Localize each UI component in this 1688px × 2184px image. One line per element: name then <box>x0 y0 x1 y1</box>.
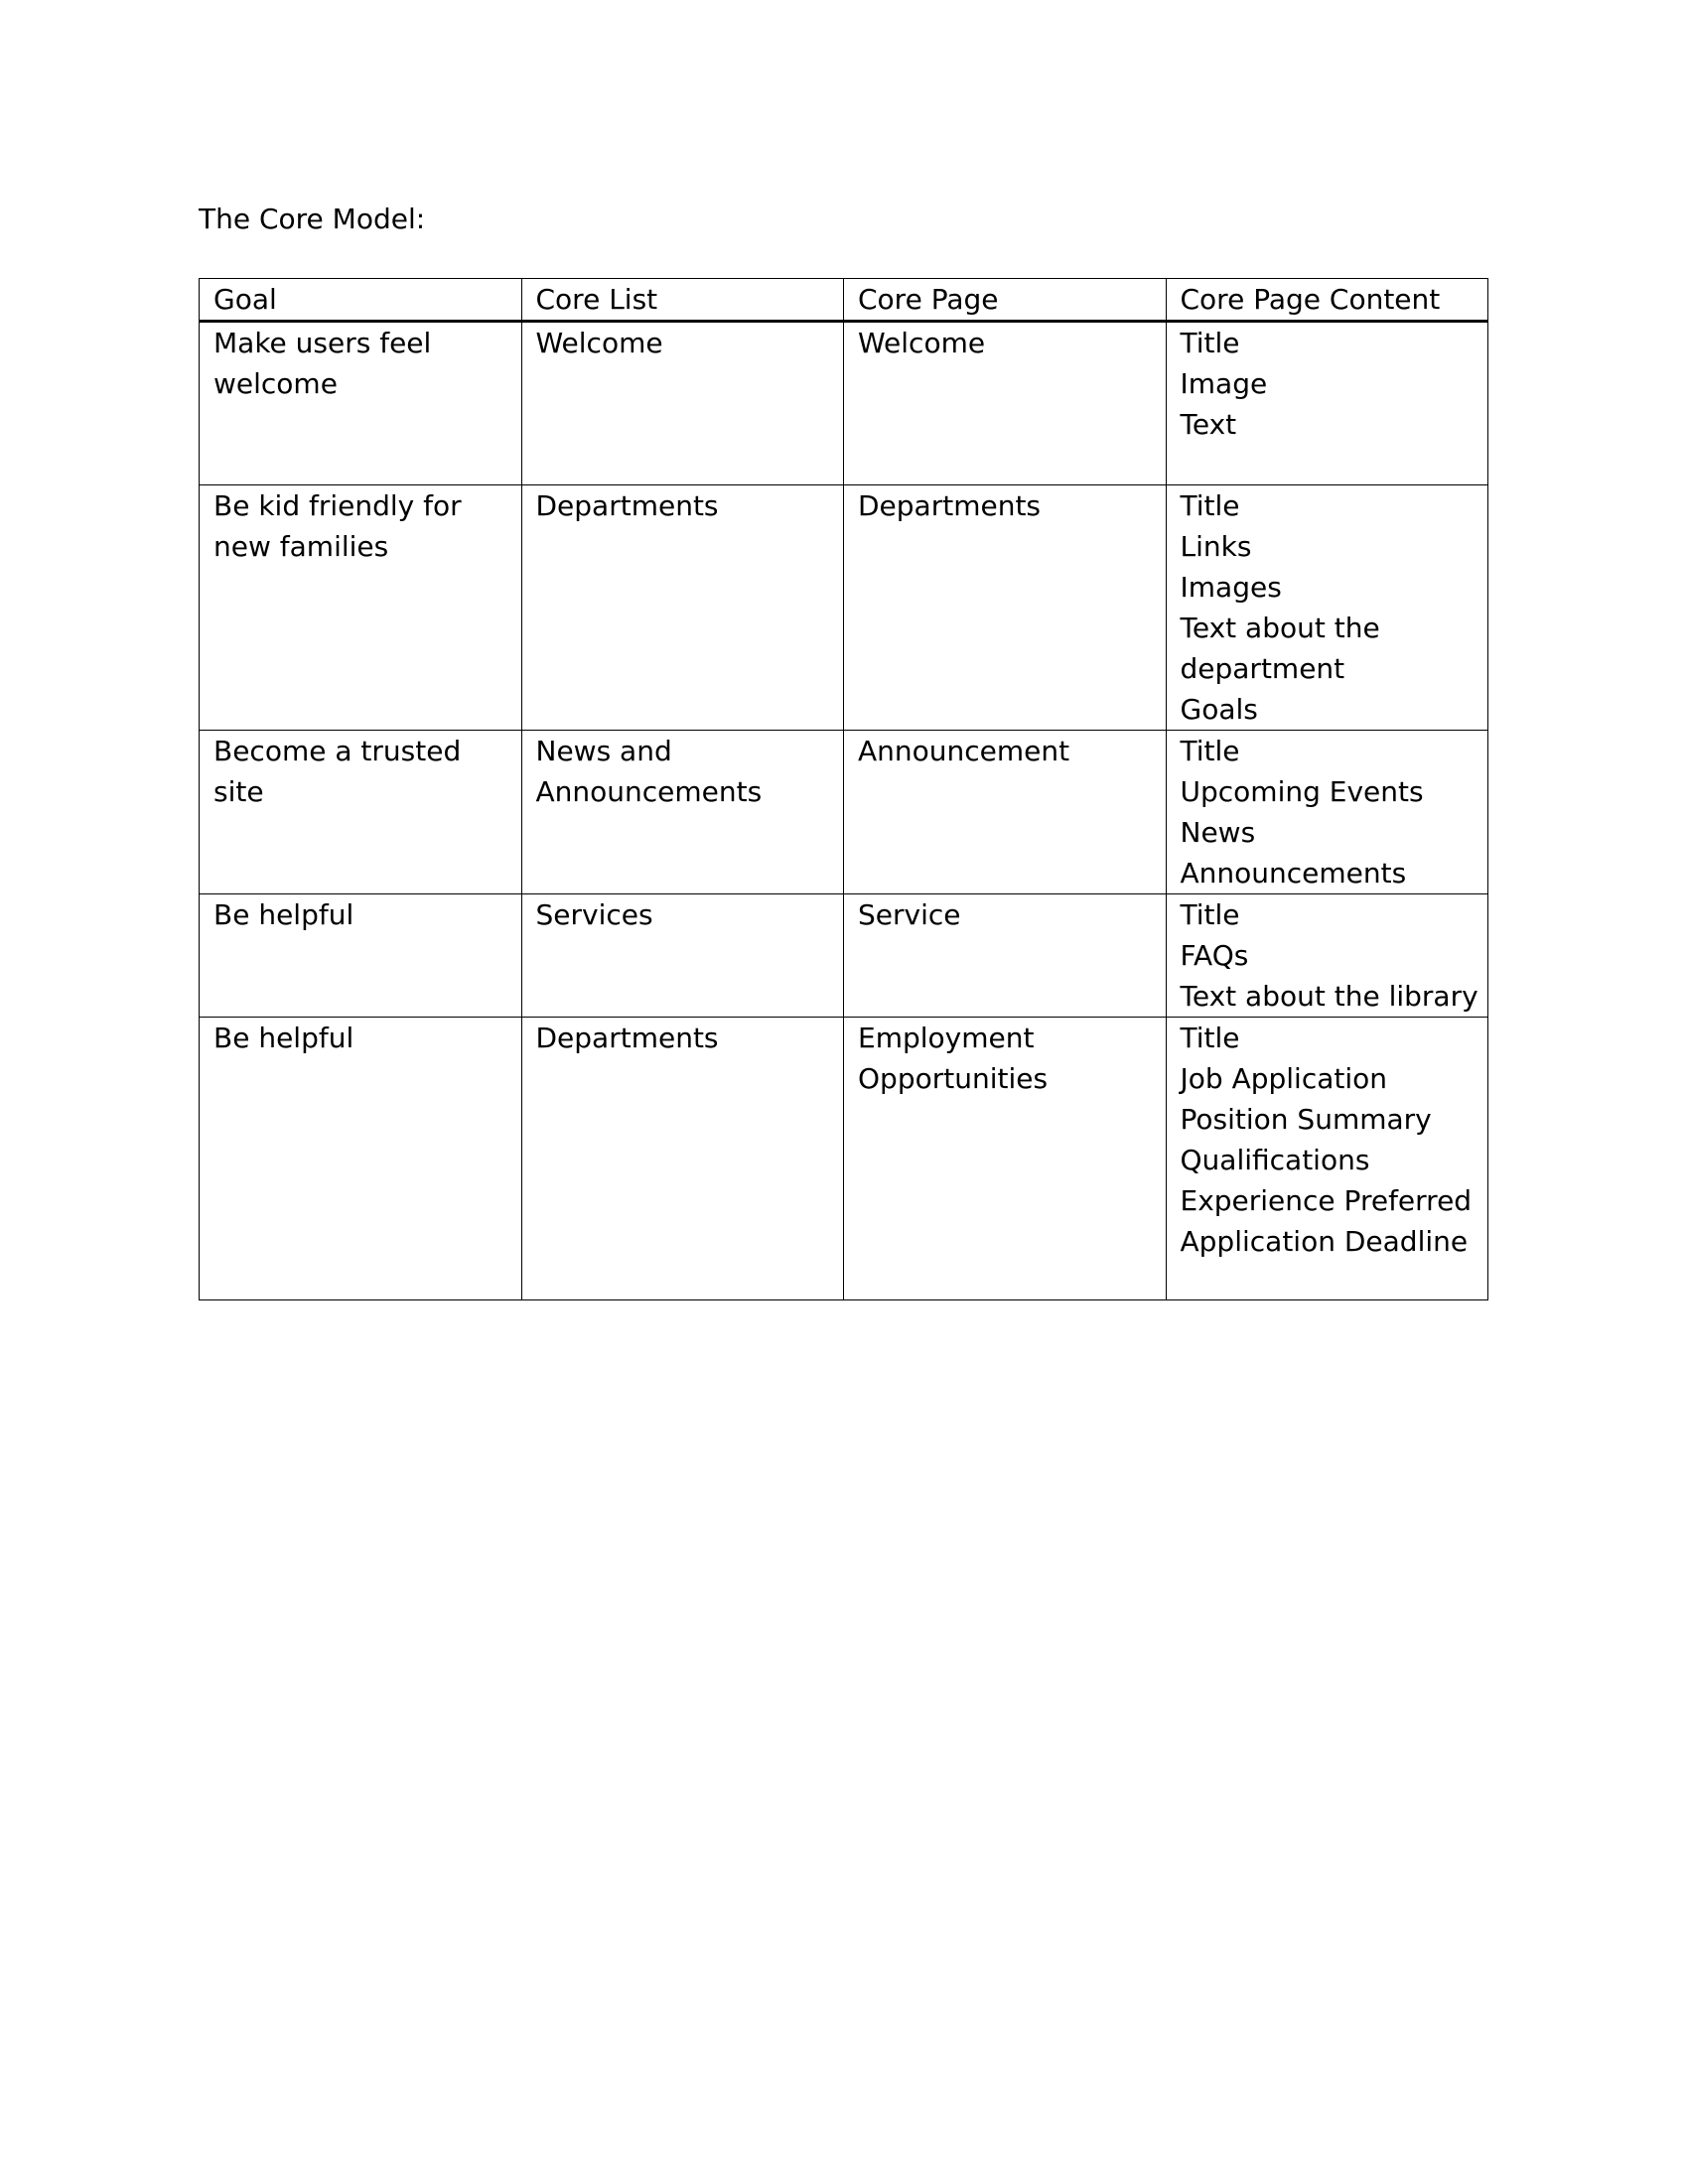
core-model-table <box>199 278 1488 1300</box>
content-line: Experience Preferred <box>1180 1184 1473 1217</box>
content-line: Job Application <box>1180 1062 1388 1095</box>
content-line: Title <box>1180 898 1240 931</box>
content-line: Position Summary <box>1180 1103 1432 1136</box>
core-list-cell: Welcome <box>521 322 844 485</box>
core-page-content-cell <box>1166 322 1488 485</box>
core-list-cell: Services <box>521 894 844 1018</box>
header-core-page: Core Page <box>844 279 1167 322</box>
core-page-content-cell <box>1166 1018 1488 1300</box>
header-core-page-content: Core Page Content <box>1166 279 1488 322</box>
core-page-cell: Service <box>844 894 1167 1018</box>
content-line: Text <box>1180 408 1237 441</box>
content-line: Title <box>1180 489 1240 522</box>
table-row <box>200 731 1488 894</box>
content-line: Links <box>1180 530 1252 563</box>
header-goal: Goal <box>200 279 522 322</box>
content-line: News <box>1180 816 1256 849</box>
core-page-cell: Employment Opportunities <box>844 1018 1167 1300</box>
content-line: Title <box>1180 1022 1240 1054</box>
content-line: Images <box>1180 571 1282 604</box>
goal-cell: Make users feel welcome <box>200 322 522 485</box>
content-line: Upcoming Events <box>1180 775 1424 808</box>
core-page-cell: Announcement <box>844 731 1167 894</box>
table-header-row <box>200 279 1488 322</box>
content-line: Title <box>1180 327 1240 359</box>
core-page-content-cell <box>1166 485 1488 731</box>
core-page-cell: Welcome <box>844 322 1167 485</box>
goal-cell: Become a trusted site <box>200 731 522 894</box>
content-line: department <box>1180 652 1345 685</box>
table-row <box>200 1018 1488 1300</box>
content-line: Image <box>1180 367 1268 400</box>
core-list-cell: Departments <box>521 1018 844 1300</box>
header-core-list: Core List <box>521 279 844 322</box>
core-page-cell: Departments <box>844 485 1167 731</box>
content-line: FAQs <box>1180 939 1249 972</box>
document-title: The Core Model: <box>199 203 426 235</box>
content-line: Announcements <box>1180 857 1407 889</box>
core-list-cell: News and Announcements <box>521 731 844 894</box>
content-line: Qualifications <box>1180 1144 1370 1176</box>
content-line: Text about the library <box>1180 980 1478 1013</box>
table-row <box>200 894 1488 1018</box>
core-page-content-cell <box>1166 894 1488 1018</box>
goal-cell: Be helpful <box>200 894 522 1018</box>
content-line: Application Deadline <box>1180 1225 1469 1258</box>
core-list-cell: Departments <box>521 485 844 731</box>
goal-cell: Be helpful <box>200 1018 522 1300</box>
core-page-content-cell <box>1166 731 1488 894</box>
content-line: Title <box>1180 735 1240 767</box>
goal-cell: Be kid friendly for new families <box>200 485 522 731</box>
content-line: Text about the <box>1180 612 1380 644</box>
content-line: Goals <box>1180 693 1258 726</box>
table-row <box>200 322 1488 485</box>
table-row <box>200 485 1488 731</box>
